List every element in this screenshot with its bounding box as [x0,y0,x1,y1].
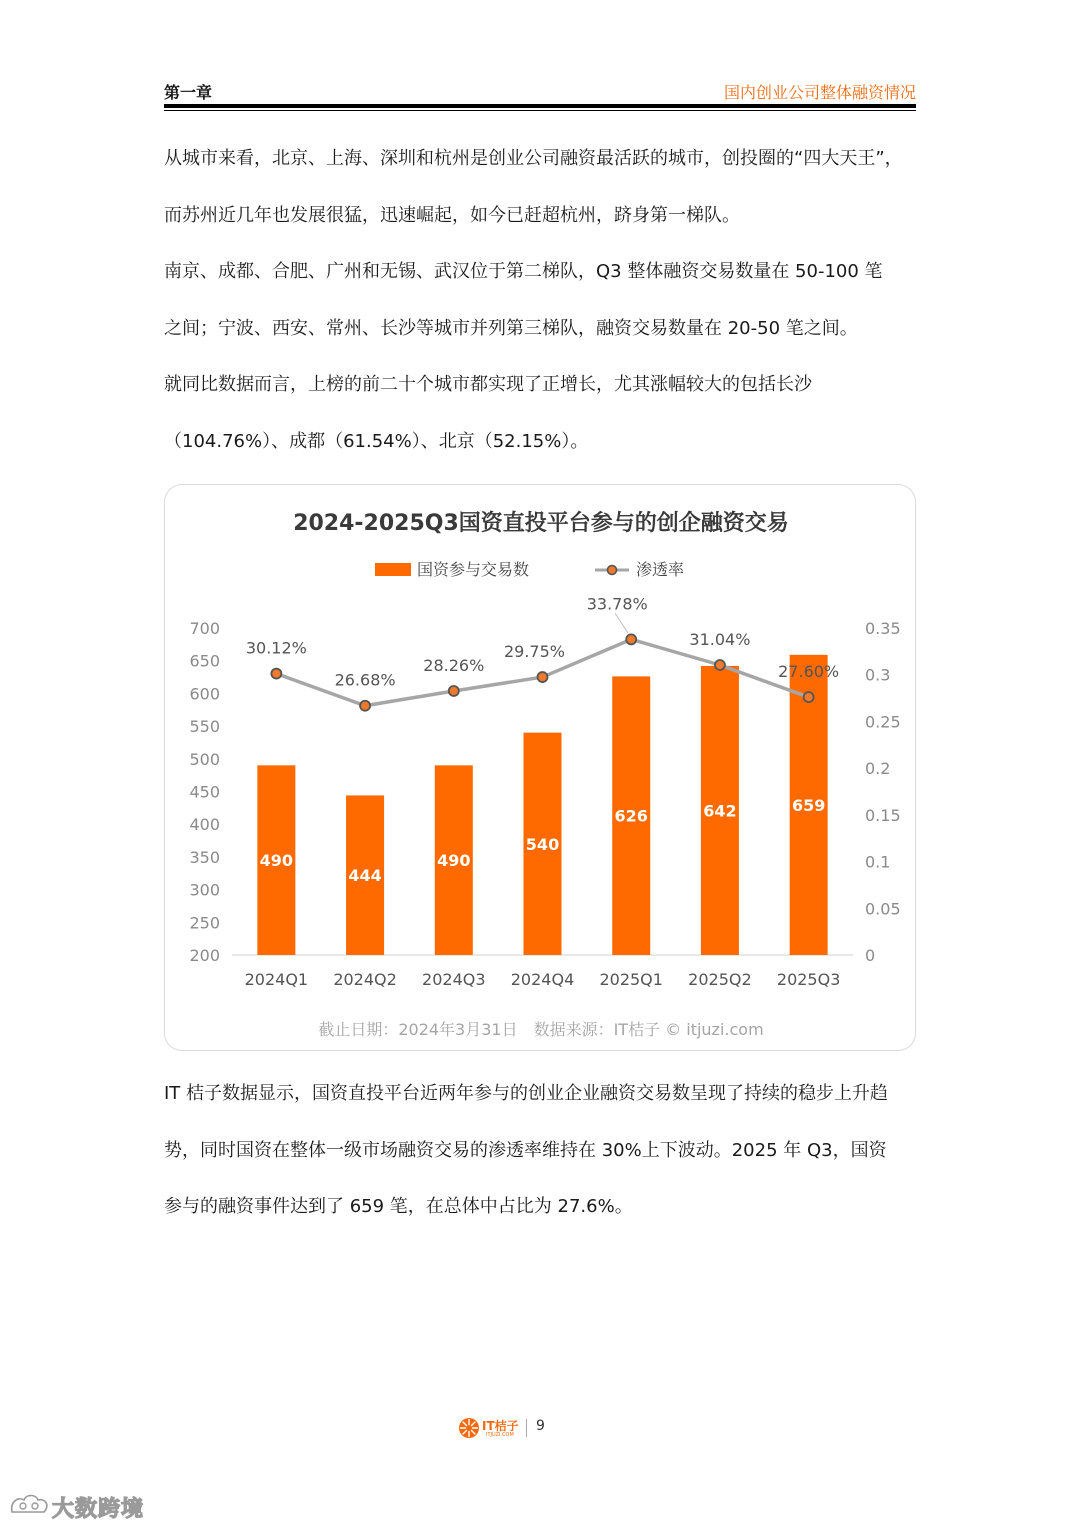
bar-value-label: 626 [614,806,648,826]
label-leader-line [615,613,628,633]
y-left-tick-label: 500 [189,749,220,769]
header-rule-thin [164,110,916,111]
bar-value-label: 490 [259,851,294,871]
x-tick-label: 2025Q1 [599,970,663,989]
line-value-label: 31.04% [689,629,751,649]
line-value-label: 33.78% [586,594,648,614]
x-tick-label: 2025Q3 [776,970,841,989]
chart-source-note: 截止日期：2024年3月31日 数据来源：IT桔子 © itjuzi.com [318,1020,764,1039]
x-tick-label: 2024Q3 [422,970,486,989]
y-left-tick-label: 650 [189,651,220,671]
logo-subtext: ITJUZI.COM [486,1432,514,1438]
x-tick-label: 2024Q1 [244,970,309,989]
y-right-tick-label: 0.1 [865,852,891,872]
page-header [164,80,916,104]
orange-logo-icon [458,1417,480,1439]
paragraph-line: 势，同时国资在整体一级市场融资交易的渗透率维持在 30%上下波动。2025 年 Q3，国资 [164,1139,887,1161]
watermark [8,1490,148,1524]
x-tick-label: 2024Q2 [333,970,397,989]
line-value-label: 28.26% [423,655,485,675]
paragraph-line: 从城市来看，北京、上海、深圳和杭州是创业公司融资最活跃的城市，创投圈的“四大天王”， [164,148,903,169]
line-point [271,669,281,679]
paragraph-line: 参与的融资事件达到了 659 笔，在总体中占比为 27.6%。 [164,1196,633,1217]
y-right-tick-label: 0.3 [865,665,891,685]
line-value-label: 30.12% [245,638,307,658]
watermark-text: 大数跨境 [52,1497,145,1522]
y-left-tick-label: 250 [189,913,220,933]
y-left-tick-label: 200 [189,946,220,965]
footer-divider [526,1419,527,1437]
x-tick-label: 2025Q2 [688,970,752,989]
watermark-logo-icon [8,1492,52,1520]
chart-title: 2024-2025Q3国资直投平台参与的创企融资交易 [293,511,789,536]
paragraph-analysis [164,1066,924,1236]
y-right-tick-label: 0 [865,946,876,965]
paragraph-cities [164,131,924,470]
line-point [715,660,725,670]
logo-text: IT桔子 [482,1419,519,1433]
legend-line-label: 渗透率 [636,560,685,579]
line-point [449,686,459,696]
line-value-label: 26.68% [334,670,396,690]
y-left-tick-label: 550 [189,717,220,737]
y-left-tick-label: 300 [189,880,220,900]
y-left-tick-label: 350 [189,847,220,867]
y-left-tick-label: 600 [189,684,220,704]
page-footer [458,1415,578,1441]
legend-line-marker [608,566,617,575]
line-value-label: 29.75% [503,642,566,662]
bar-value-label: 490 [437,851,471,871]
y-right-tick-label: 0.35 [865,619,901,638]
bar-value-label: 642 [703,801,737,821]
paragraph-line: （104.76%）、成都（61.54%）、北京（52.15%）。 [164,430,589,452]
line-point [538,672,548,682]
y-right-tick-label: 0.2 [865,759,891,779]
bar-value-label: 540 [525,834,560,854]
chart-card [164,484,916,1051]
line-point [626,634,636,644]
chapter-label: 第一章 [164,83,213,102]
y-right-tick-label: 0.05 [865,899,901,919]
paragraph-line: IT 桔子数据显示，国资直投平台近两年参与的创业企业融资交易数呈现了持续的稳步上升趋 [164,1083,889,1104]
bar-value-label: 444 [348,866,382,886]
paragraph-line: 之间；宁波、西安、常州、长沙等城市并列第三梯队，融资交易数量在 20-50 笔之间。 [164,317,858,339]
x-tick-label: 2024Q4 [510,970,575,989]
header-rule [164,104,916,108]
y-left-tick-label: 450 [189,782,220,802]
line-point [804,692,814,702]
paragraph-line: 而苏州近几年也发展很猛，迅速崛起，如今已赶超杭州，跻身第一梯队。 [164,204,740,226]
line-value-label: 27.60% [778,662,840,682]
bar-value-label: 659 [791,795,826,815]
paragraph-line: 南京、成都、合肥、广州和无锡、武汉位于第二梯队，Q3 整体融资交易数量在 50-100 笔 [164,261,883,282]
combo-chart [165,485,917,1052]
y-right-tick-label: 0.25 [865,712,901,732]
legend-bar-swatch [375,563,411,576]
section-title: 国内创业公司整体融资情况 [723,83,916,102]
line-point [360,701,370,711]
paragraph-line: 就同比数据而言，上榜的前二十个城市都实现了正增长，尤其涨幅较大的包括长沙 [164,374,812,395]
y-right-tick-label: 0.15 [865,805,901,825]
page-number: 9 [536,1418,545,1434]
y-left-tick-label: 700 [189,619,220,638]
legend-bar-label: 国资参与交易数 [417,560,530,579]
y-left-tick-label: 400 [189,815,220,835]
